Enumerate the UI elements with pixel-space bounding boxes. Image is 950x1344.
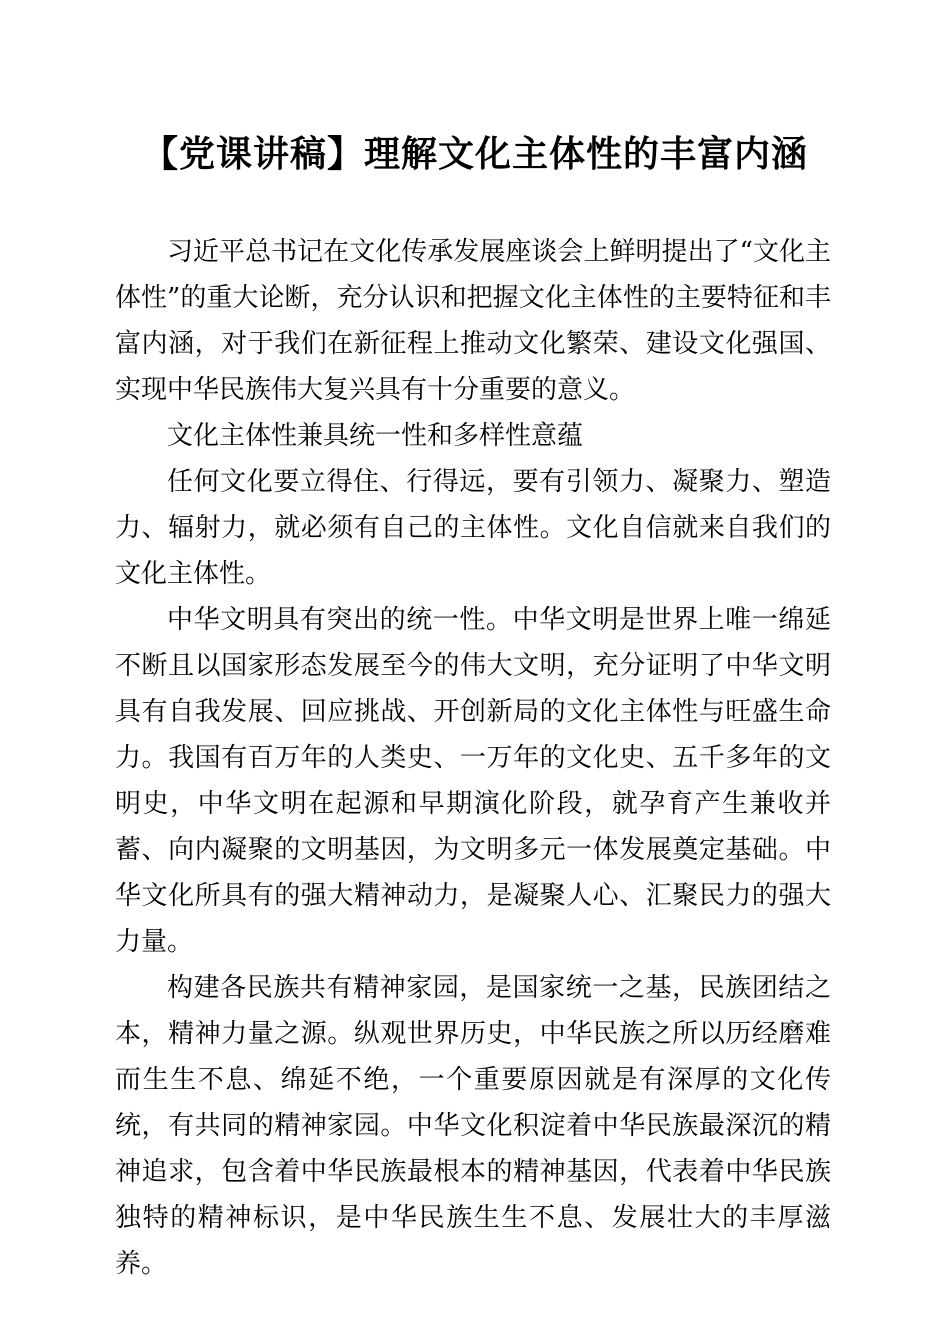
- paragraph-intro: 习近平总书记在文化传承发展座谈会上鲜明提出了“文化主体性”的重大论断，充分认识和把握文化主体性的主要特征和丰富内涵，对于我们在新征程上推动文化繁荣、建设文化强国、实现中华民族伟大复兴具有十分重要的意义。: [115, 237, 831, 405]
- paragraph: 中华文明具有突出的统一性。中华文明是世界上唯一绵延不断且以国家形态发展至今的伟大文明，充分证明了中华文明具有自我发展、回应挑战、开创新局的文化主体性与旺盛生命力。我国有百万年的人类史、一万年的文化史、五千多年的文明史，中华文明在起源和早期演化阶段，就孕育产生兼收并蓄、向内凝聚的文明基因，为文明多元一体发展奠定基础。中华文化所具有的强大精神动力，是凝聚人心、汇聚民力的强大力量。: [115, 605, 831, 957]
- document-body: [115, 229, 831, 1287]
- paragraph: 构建各民族共有精神家园，是国家统一之基，民族团结之本，精神力量之源。纵观世界历史，中华民族之所以历经磨难而生生不息、绵延不绝，一个重要原因就是有深厚的文化传统，有共同的精神家园。中华文化积淀着中华民族最深沉的精神追求，包含着中华民族最根本的精神基因，代表着中华民族独特的精神标识，是中华民族生生不息、发展壮大的丰厚滋养。: [115, 973, 831, 1279]
- section-heading: 文化主体性兼具统一性和多样性意蕴: [167, 421, 584, 451]
- paragraph: 任何文化要立得住、行得远，要有引领力、凝聚力、塑造力、辐射力，就必须有自己的主体性。文化自信就来自我们的文化主体性。: [115, 467, 831, 589]
- document-title: 【党课讲稿】理解文化主体性的丰富内涵: [141, 133, 808, 175]
